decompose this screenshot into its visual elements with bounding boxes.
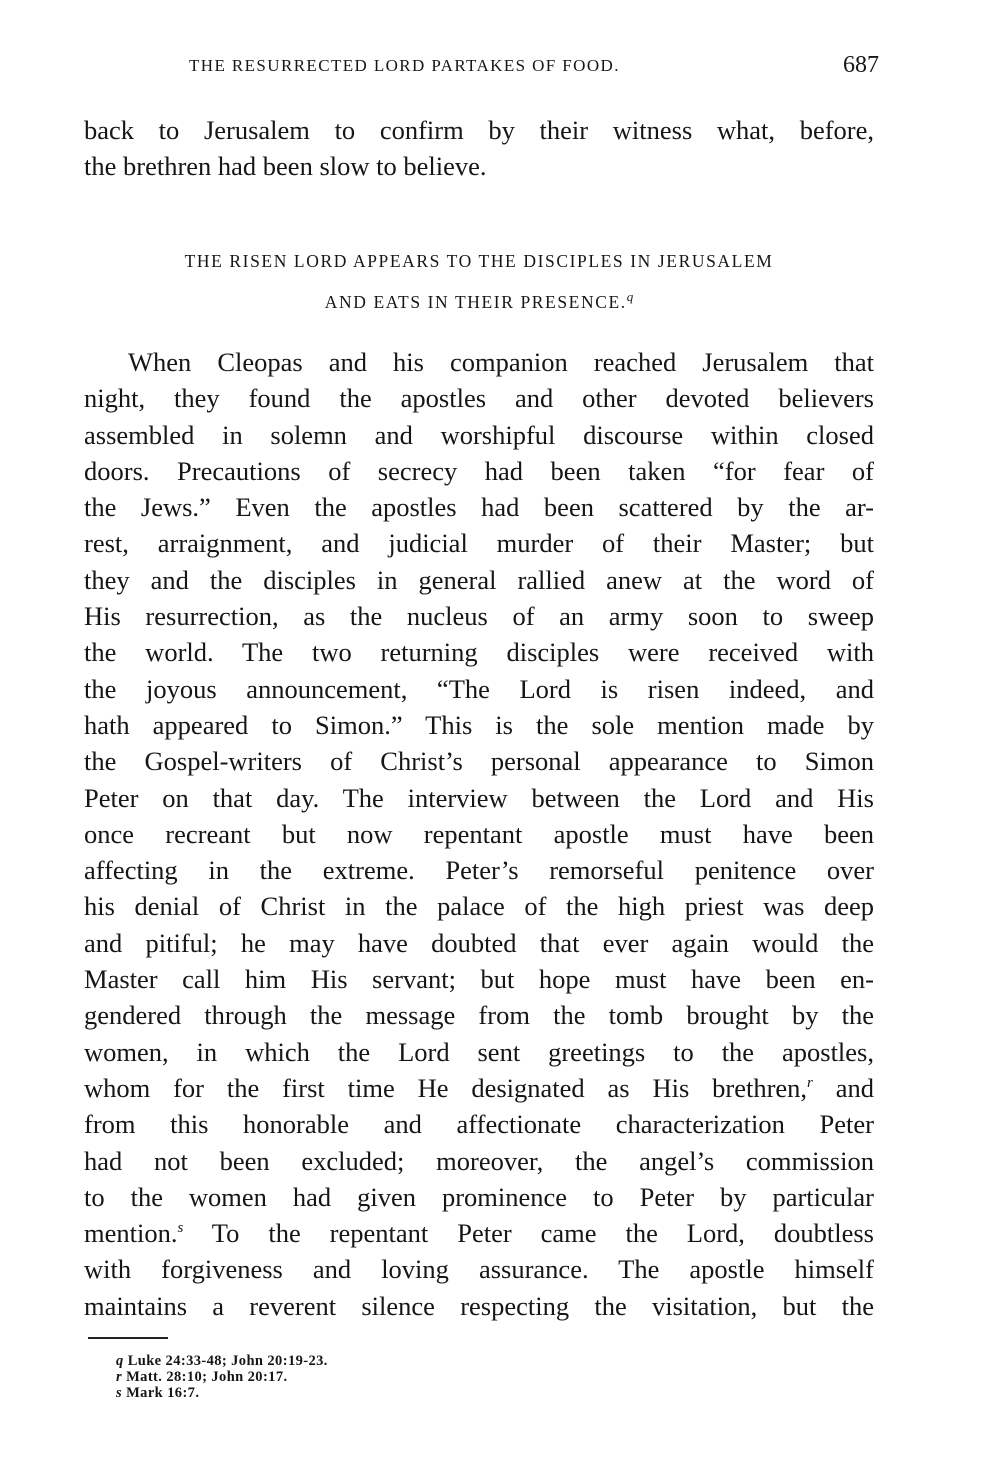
section-heading-text: AND EATS IN THEIR PRESENCE.	[324, 291, 627, 312]
footnote	[116, 1369, 328, 1385]
running-head-title: THE RESURRECTED LORD PARTAKES OF FOOD.	[189, 56, 620, 75]
text-line: maintains a reverent silence respecting the visitation, but the	[84, 1290, 874, 1321]
text-line: from this honorable and affectionate characterization Peter	[84, 1109, 874, 1140]
footnote	[116, 1353, 328, 1369]
text-line: his denial of Christ in the palace of the high priest was deep	[84, 891, 874, 922]
text-line: had not been excluded; moreover, the angel’s commission	[84, 1145, 874, 1176]
footnote-text: Luke 24:33-48; John 20:19-23.	[127, 1353, 328, 1369]
text-line: the Gospel-writers of Christ’s personal appearance to Simon	[84, 746, 874, 777]
footnote-text: Matt. 28:10; John 20:17.	[126, 1369, 288, 1385]
text-line: to the women had given prominence to Peter by particular	[84, 1181, 874, 1212]
text-fragment: mention.	[84, 1218, 178, 1249]
text-line: hath appeared to Simon.” This is the sole mention made by	[84, 709, 874, 740]
continuation-paragraph	[84, 112, 874, 185]
text-line	[84, 1070, 874, 1106]
body-paragraph	[84, 344, 874, 1324]
footnote-marker: r	[116, 1369, 123, 1385]
section-heading	[84, 243, 874, 320]
text-line: the joyous announcement, “The Lord is risen indeed, and	[84, 673, 874, 704]
footnote-ref: r	[807, 1074, 813, 1091]
text-line: back to Jerusalem to confirm by their witness what, before,	[84, 115, 874, 145]
section-heading-line: THE RISEN LORD APPEARS TO THE DISCIPLES IN JERUSALEM	[184, 251, 774, 271]
text-line: they and the disciples in general rallied anew at the word of	[84, 564, 874, 595]
text-line: night, they found the apostles and other devoted believers	[84, 383, 874, 414]
text-line	[84, 1215, 874, 1251]
section-heading-line	[84, 279, 874, 320]
text-line: the Jews.” Even the apostles had been scattered by the ar-	[84, 492, 874, 523]
text-line: rest, arraignment, and judicial murder of their Master; but	[84, 528, 874, 559]
text-fragment: whom for the first time He designated as His brethren,	[84, 1072, 808, 1103]
text-line: with forgiveness and loving assurance. The apostle himself	[84, 1254, 874, 1285]
text-line: once recreant but now repentant apostle must have been	[84, 818, 874, 849]
text-fragment: and	[812, 1072, 874, 1103]
footnote-text: Mark 16:7.	[126, 1385, 200, 1401]
text-line: gendered through the message from the tomb brought by the	[84, 1000, 874, 1031]
footnote-marker: q	[116, 1353, 124, 1369]
text-line: and pitiful; he may have doubted that ever again would the	[84, 927, 874, 958]
footnote-ref: s	[177, 1220, 184, 1237]
footnote-marker: s	[116, 1385, 123, 1401]
text-line: the brethren had been slow to believe.	[84, 151, 487, 182]
text-line: When Cleopas and his companion reached Jerusalem that	[128, 347, 874, 377]
text-line: the world. The two returning disciples were received with	[84, 637, 874, 668]
text-line: women, in which the Lord sent greetings to the apostles,	[84, 1036, 874, 1067]
page-number: 687	[843, 52, 879, 78]
footnote	[116, 1385, 328, 1401]
text-fragment: To the repentant Peter came the Lord, doubtless	[183, 1218, 874, 1249]
text-line: affecting in the extreme. Peter’s remorseful penitence over	[84, 855, 874, 886]
book-page	[84, 0, 879, 1484]
footnote-divider	[88, 1337, 168, 1339]
text-line: His resurrection, as the nucleus of an army soon to sweep	[84, 601, 874, 632]
text-line: doors. Precautions of secrecy had been taken “for fear of	[84, 455, 874, 486]
footnote-ref: q	[626, 289, 634, 304]
text-line: Master call him His servant; but hope must have been en-	[84, 964, 874, 995]
text-line: assembled in solemn and worshipful discourse within closed	[84, 419, 874, 450]
text-line: Peter on that day. The interview between the Lord and His	[84, 782, 874, 813]
footnotes	[116, 1353, 328, 1401]
